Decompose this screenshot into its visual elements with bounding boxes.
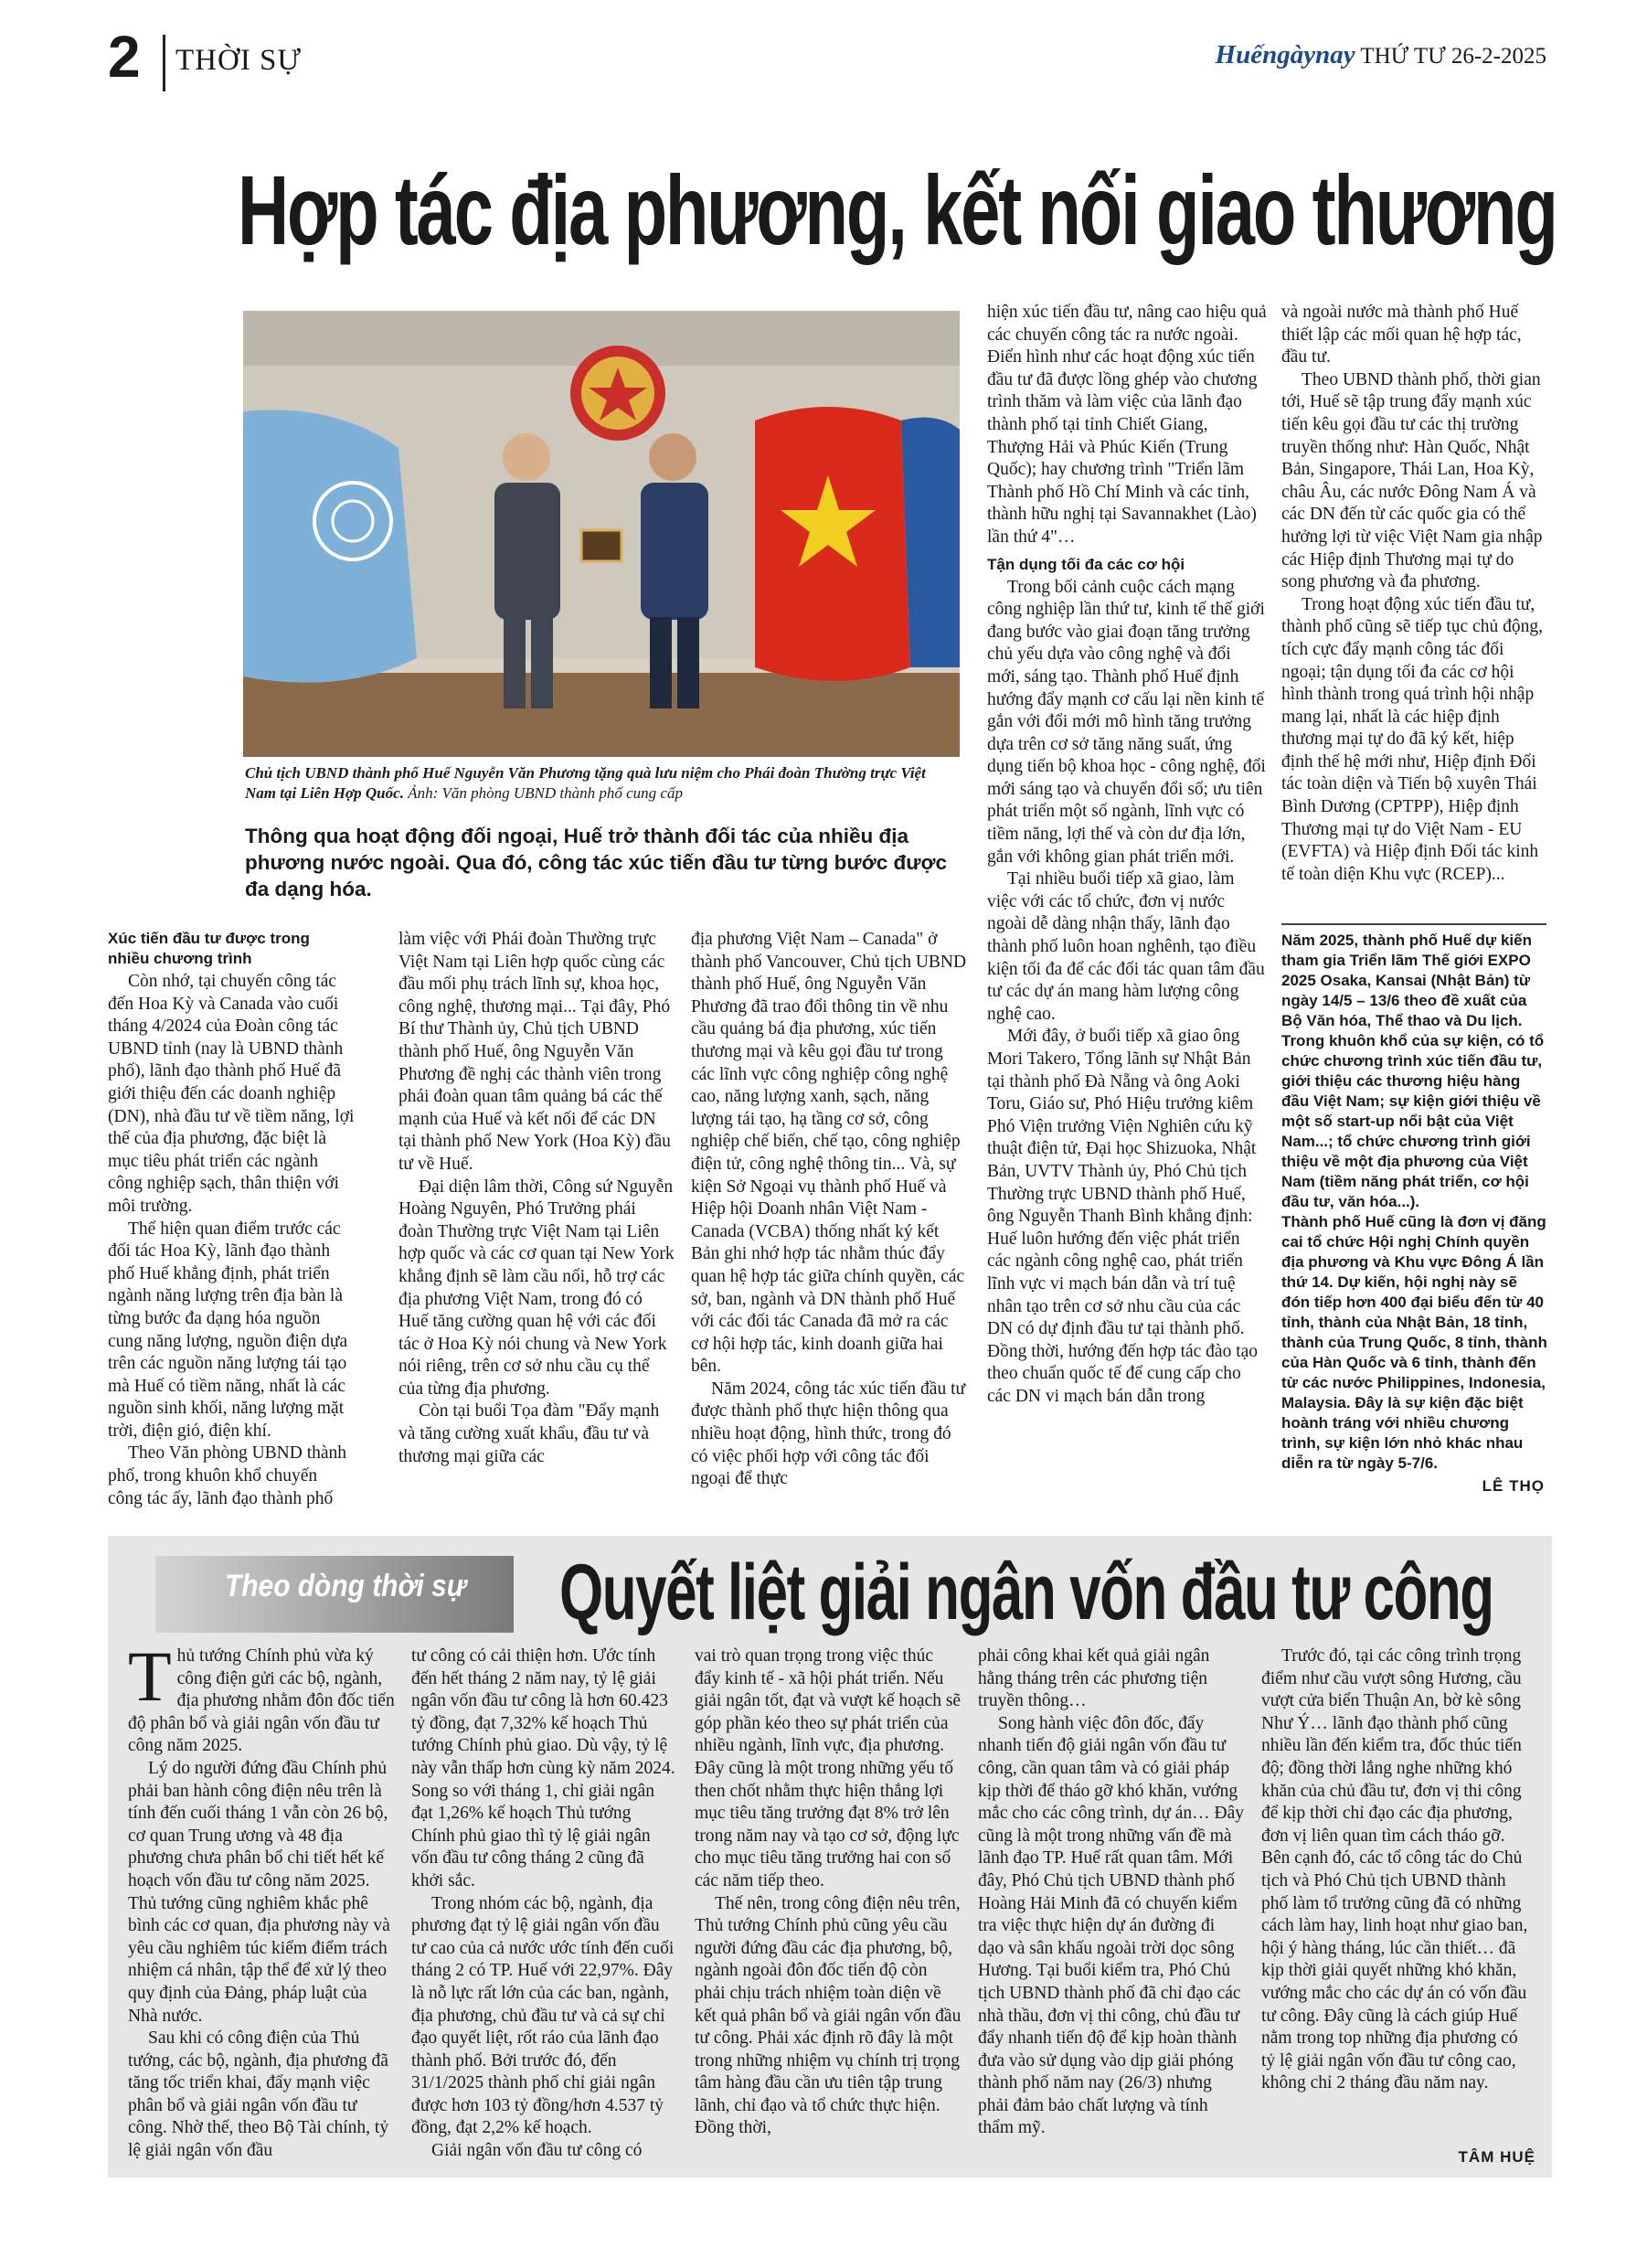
paragraph: phải công khai kết quả giải ngân hằng tháng trên các phương tiện truyền thông…	[978, 1646, 1210, 1711]
paragraph: Trước đó, tại các công trình trọng điểm như cầu vượt sông Hương, cầu vượt cửa biển Thuận An, bờ kè sông Như Ý… lãnh đạo thành phố cũng nhiều lần đến kiểm tra, đốc thúc tiến độ; đồng thời lắng nghe những khó khăn của chủ đầu tư, đơn vị thi công để kịp thời chỉ đạo các địa phương, đơn vị liên quan tìm cách tháo gỡ. Bên cạnh đó, các tổ công tác do Chủ tịch và Phó Chủ tịch UBND thành phố làm tổ trưởng cũng đã có những cách làm hay, linh hoạt như giao ban, hội ý hàng tháng, lúc cần thiết… đã kịp thời giải quyết những khó khăn, vướng mắc cho các dự án có vốn đầu tư công. Đây cũng là cách giúp Huế nằm trong top những địa phương có tỷ lệ giải ngân vốn đầu tư công cao, không chỉ 2 tháng đầu năm nay.	[1261, 1646, 1528, 2093]
paragraph: Trong nhóm các bộ, ngành, địa phương đạt tỷ lệ giải ngân vốn đầu tư cao của cả nước ước tính đến cuối tháng 2 có TP. Huế với 22,97%. Đây là nỗ lực rất lớn của các ban, ngành, địa phương, chủ đầu tư và cả sự chỉ đạo quyết liệt, rốt ráo của lãnh đạo thành phố. Bởi trước đó, đến 31/1/2025 thành phố chỉ giải ngân được hơn 103 tỷ đồng/hơn 4.537 tỷ đồng, đạt 2,2% kế hoạch.	[411, 1893, 675, 2138]
article-lead: Thông qua hoạt động đối ngoại, Huế trở thành đối tác của nhiều địa phương nước ngoài. Qua đó, công tác xúc tiến đầu tư từng bước được đa dạng hóa.	[245, 825, 948, 900]
paragraph: Mới đây, ở buổi tiếp xã giao ông Mori Takero, Tổng lãnh sự Nhật Bản tại thành phố Đà Nẵng và ông Aoki Toru, Giáo sư, Phó Hiệu trưởng kiêm Phó Viện trưởng Viện Nghiên cứu kỹ thuật điện tử, Đại học Shizuoka, Nhật Bản, UVTV Thành ủy, Phó Chủ tịch Thường trực UBND thành phố Huế, ông Nguyễn Thanh Bình khẳng định: Huế luôn hướng đến việc phát triển các ngành công nghệ cao, phát triển lĩnh vực vi mạch bán dẫn và trí tuệ nhân tạo trên cơ sở nhu cầu của các DN có dự định đầu tư tại thành phố. Đồng thời, hướng đến hợp tác đào tạo theo chuẩn quốc tế để cung cấp cho các DN vi mạch bán dẫn trong	[987, 1027, 1259, 1406]
caption-text: Chủ tịch UBND thành phố Huế Nguyễn Văn Phương tặng quà lưu niệm cho Phái đoàn Thường trực Việt Nam tại Liên Hợp Quốc.	[245, 764, 926, 802]
article1-column-4	[987, 302, 1267, 1409]
paragraph: Còn nhớ, tại chuyến công tác đến Hoa Kỳ và Canada vào cuối tháng 4/2024 của Đoàn công tác UBND tỉnh (nay là UBND thành phố), lãnh đạo thành phố Huế đã giới thiệu đến các doanh nghiệp (DN), nhà đầu tư về tiềm năng, lợi thế của địa phương, đặc biệt là mục tiêu phát triển các ngành công nghiệp sạch, thân thiện với môi trường.	[108, 972, 355, 1216]
paragraph: Tại nhiều buổi tiếp xã giao, làm việc với các tổ chức, đơn vị nước ngoài dễ dàng nhận thấy, lãnh đạo thành phố luôn hoan nghênh, tạo điều kiện tối đa để các đối tác quan tâm đầu tư các dự án mang hàm lượng công nghệ cao.	[987, 869, 1265, 1024]
paragraph: hủ tướng Chính phủ vừa ký công điện gửi các bộ, ngành, địa phương nhằm đôn đốc tiến độ phân bổ và giải ngân vốn đầu tư công năm 2025.	[128, 1646, 395, 1756]
photo-illustration	[243, 311, 960, 757]
paragraph: Sau khi có công điện của Thủ tướng, các bộ, ngành, địa phương đã tăng tốc triển khai, đẩy mạnh việc phân bổ và giải ngân vốn đầu tư công. Nhờ thế, theo Bộ Tài chính, tỷ lệ giải ngân vốn đầu	[128, 2028, 389, 2161]
paragraph: Lý do người đứng đầu Chính phủ phải ban hành công điện nêu trên là tính đến cuối tháng 1 vẫn còn 26 bộ, cơ quan Trung ương và 48 địa phương chưa phân bổ chi tiết hết kế hoạch vốn đầu tư công năm 2025. Thủ tướng cũng nghiêm khắc phê bình các cơ quan, địa phương này và yêu cầu nghiêm túc kiểm điểm trách nhiệm cá nhân, tập thể để xử lý theo quy định của Đảng, pháp luật của Nhà nước.	[128, 1758, 390, 2026]
article1-column-1	[108, 929, 355, 1510]
issue-date: THỨ TƯ 26-2-2025	[1360, 44, 1546, 69]
article2-column-4	[978, 1645, 1245, 2140]
author-signature: LÊ THỌ	[1482, 1477, 1545, 1495]
paragraph: Thể hiện quan điểm trước các đối tác Hoa Kỳ, lãnh đạo thành phố Huế khẳng định, phát triển ngành năng lượng trên địa bàn là từng bước đa dạng hóa nguồn cung năng lượng, nguồn điện dựa trên các nguồn năng lượng tái tạo mà Huế có tiềm năng, nhất là các nguồn sinh khối, năng lượng mặt trời, điện gió, điện khí.	[108, 1219, 348, 1441]
paragraph: Theo Văn phòng UBND thành phố, trong khuôn khổ chuyến công tác ấy, lãnh đạo thành phố	[108, 1443, 347, 1508]
box-paragraph: Năm 2025, thành phố Huế dự kiến tham gia Triển lãm Thế giới EXPO 2025 Osaka, Kansai (Nhật Bản) từ ngày 14/5 – 13/6 theo đề xuất của Bộ Văn hóa, Thể thao và Du lịch. Trong khuôn khổ của sự kiện, có tổ chức chương trình xúc tiến đầu tư, giới thiệu các thương hiệu hàng đầu Việt Nam; sự kiện giới thiệu về một số start-up nổi bật của Việt Nam...; tổ chức chương trình giới thiệu về một địa phương của Việt Nam (tiềm năng phát triển, cơ hội đầu tư, văn hóa...).	[1281, 932, 1545, 1210]
caption-credit: Ảnh: Văn phòng UBND thành phố cung cấp	[408, 784, 683, 802]
article2-column-1	[128, 1636, 395, 2163]
page-number: 2	[108, 24, 141, 90]
column-tag: Theo dòng thời sự	[225, 1569, 467, 1603]
article1-column-3	[691, 929, 969, 1491]
paragraph: Năm 2024, công tác xúc tiến đầu tư được thành phố thực hiện thông qua nhiều hoạt động, hình thức, trong đó có việc phối hợp với công tác đối ngoại để thực	[691, 1379, 966, 1489]
section-title: THỜI SỰ	[175, 44, 303, 77]
drop-cap: T	[128, 1636, 172, 1716]
article-photo	[243, 311, 960, 757]
box-paragraph: Thành phố Huế cũng là đơn vị đăng cai tổ chức Hội nghị Chính quyền địa phương và Khu vực Đông Á lần thứ 14. Dự kiến, hội nghị này sẽ đón tiếp hơn 400 đại biểu đến từ 40 tỉnh, thành của Nhật Bản, 18 tỉnh, thành của Trung Quốc, 8 tỉnh, thành của Hàn Quốc và 6 tỉnh, thành đến từ các nước Philippines, Indonesia, Malaysia. Đây là sự kiện đặc biệt hoành tráng với nhiều chương trình, sự kiện lớn nhỏ khác nhau diễn ra từ ngày 5-7/6.	[1281, 1213, 1547, 1472]
subheading: Tận dụng tối đa các cơ hội	[987, 555, 1185, 573]
paragraph: và ngoài nước mà thành phố Huế thiết lập các mối quan hệ hợp tác, đầu tư.	[1281, 303, 1522, 367]
paragraph: Còn tại buổi Tọa đàm "Đẩy mạnh và tăng cường xuất khẩu, đầu tư và thương mại giữa các	[398, 1401, 660, 1466]
box-divider	[1281, 923, 1546, 925]
paragraph: Song hành việc đôn đốc, đẩy nhanh tiến độ giải ngân vốn đầu tư công, cần quan tâm và có giải pháp kịp thời để tháo gỡ khó khăn, vướng mắc cho các công trình, dự án… Đây cũng là một trong những vấn đề mà lãnh đạo TP. Huế rất quan tâm. Mới đây, Phó Chủ tịch UBND thành phố Hoàng Hải Minh đã có chuyến kiểm tra việc thực hiện dự án đường đi dạo và sân khấu ngoài trời dọc sông Hương. Tại buổi kiểm tra, Phó Chủ tịch UBND thành phố đã chỉ đạo các nhà thầu, đơn vị thi công, chủ đầu tư đẩy nhanh tiến độ để kịp hoàn thành đưa vào sử dụng vào dịp giải phóng thành phố năm nay (26/3) nhưng phải đảm bảo chất lượng và tính thẩm mỹ.	[978, 1713, 1245, 2138]
paragraph: Đại diện lâm thời, Công sứ Nguyễn Hoàng Nguyên, Phó Trưởng phái đoàn Thường trực Việt Nam tại Liên hợp quốc và các cơ quan tại New York khẳng định sẽ làm cầu nối, hỗ trợ các địa phương Việt Nam, trong đó có Huế tăng cường quan hệ với các đối tác ở Hoa Kỳ nói chung và New York nói riêng, trên cơ sở nhu cầu cụ thể của từng địa phương.	[398, 1177, 675, 1399]
article2-column-2	[411, 1645, 678, 2163]
header-divider	[163, 35, 165, 91]
paragraph: Theo UBND thành phố, thời gian tới, Huế sẽ tập trung đẩy mạnh xúc tiến kêu gọi đầu tư các thị trường truyền thống như: Hàn Quốc, Nhật Bản, Singapore, Thái Lan, Hoa Kỳ, châu Âu, các nước Đông Nam Á và các DN đến từ các quốc gia có thể hưởng lợi từ việc Việt Nam gia nhập các Hiệp định Thương mại tự do song phương và đa phương.	[1281, 369, 1543, 592]
masthead	[1216, 40, 1546, 70]
info-box	[1281, 931, 1548, 1474]
paragraph: tư công có cải thiện hơn. Ước tính đến hết tháng 2 năm nay, tỷ lệ giải ngân vốn đầu tư công là hơn 60.423 tỷ đồng, đạt 7,32% kế hoạch Thủ tướng Chính phủ giao. Dù vậy, tỷ lệ này vẫn thấp hơn cùng kỳ năm 2024. Song so với tháng 1, chỉ giải ngân đạt 1,26% kế hoạch Thủ tướng Chính phủ giao thì tỷ lệ giải ngân vốn đầu tư công tháng 2 cũng đã khởi sắc.	[411, 1646, 675, 1890]
article1-column-2	[398, 929, 675, 1468]
article-headline: Hợp tác địa phương, kết nối giao thương	[238, 154, 1557, 265]
paragraph: hiện xúc tiến đầu tư, nâng cao hiệu quả các chuyến công tác ra nước ngoài. Điển hình như các hoạt động xúc tiến đầu tư đã được lồng ghép vào chương trình thăm và làm việc của lãnh đạo thành phố tại tỉnh Chiết Giang, Thượng Hải và Phúc Kiến (Trung Quốc); hay chương trình "Triển lãm Thành phố Hồ Chí Minh và các tỉnh, thành hữu nghị tại Savannakhet (Lào) lần thứ 4"…	[987, 303, 1267, 547]
paragraph: Trong hoạt động xúc tiến đầu tư, thành phố cũng sẽ tiếp tục chủ động, tích cực đẩy mạnh công tác đối ngoại; tận dụng tối đa các cơ hội hình thành trong quá trình hội nhập mang lại, nhất là các hiệp định thương mại tự do đã ký kết, hiệp định thế hệ mới như, Hiệp định Đối tác toàn diện và Tiến bộ xuyên Thái Bình Dương (CPTPP), Hiệp định Thương mại tự do Việt Nam - EU (EVFTA) và Hiệp định Đối tác kinh tế toàn diện Khu vực (RCEP)...	[1281, 594, 1543, 884]
paragraph: địa phương Việt Nam – Canada" ở thành phố Vancouver, Chủ tịch UBND thành phố Huế, ông Nguyễn Văn Phương đã trao đổi thông tin về nhu cầu quảng bá địa phương, xúc tiến thương mại và kêu gọi đầu tư trong các lĩnh vực công nghiệp công nghệ cao, năng lượng xanh, sạch, năng lượng tái tạo, hạ tầng cơ sở, công nghiệp chế biến, chế tạo, công nghiệp điện tử, công nghệ thông tin... Và, sự kiện Sở Ngoại vụ thành phố Huế và Hiệp hội Doanh nhân Việt Nam - Canada (VCBA) thống nhất ký kết Bản ghi nhớ hợp tác nhằm thúc đẩy quan hệ hợp tác giữa chính quyền, các sở, ban, ngành và DN thành phố Huế với các đối tác Canada đã mở ra các cơ hội hợp tác, kinh doanh giữa hai bên.	[691, 930, 967, 1377]
article2-headline: Quyết liệt giải ngân vốn đầu tư công	[559, 1549, 1493, 1636]
paragraph: Trong bối cảnh cuộc cách mạng công nghiệp lần thứ tư, kinh tế thế giới đang bước vào giai đoạn tăng trưởng chủ yếu dựa vào công nghệ và đổi mới, sáng tạo. Thành phố Huế định hướng đẩy mạnh cơ cấu lại nền kinh tế gắn với đổi mới mô hình tăng trưởng dựa trên cơ sở tăng năng suất, ứng dụng tiến bộ khoa học - công nghệ, đổi mới sáng tạo và chuyển đổi số; ưu tiên phát triển một số ngành, lĩnh vực có tiềm năng, lợi thế và còn dư địa lớn, gắn với không gian phát triển mới.	[987, 577, 1266, 867]
article1-column-5	[1281, 302, 1546, 886]
paragraph: Thế nên, trong công điện nêu trên, Thủ tướng Chính phủ cũng yêu cầu người đứng đầu các địa phương, bộ, ngành ngoài đôn đốc tiến độ còn phải chịu trách nhiệm toàn diện về kết quả phân bổ và giải ngân vốn đầu tư công. Phải xác định rõ đây là một trong những nhiệm vụ chính trị trọng tâm hàng đầu cần ưu tiên tập trung lãnh, chỉ đạo và tổ chức thực hiện. Đồng thời,	[695, 1893, 962, 2138]
subheading: Xúc tiến đầu tư được trong nhiều chương trình	[108, 930, 310, 967]
paragraph: Giải ngân vốn đầu tư công có	[431, 2141, 643, 2161]
paragraph: làm việc với Phái đoàn Thường trực Việt Nam tại Liên hợp quốc cùng các đầu mối phụ trách lĩnh sự, khoa học, công nghệ, thương mại... Tại đây, Phó Bí thư Thành ủy, Chủ tịch UBND thành phố Huế, ông Nguyễn Văn Phương đề nghị các thành viên trong phái đoàn quan tâm quảng bá các thế mạnh của Huế và kết nối để các DN tại thành phố New York (Hoa Kỳ) đầu tư về Huế.	[398, 930, 671, 1174]
article2-column-5	[1261, 1645, 1535, 2095]
paragraph: vai trò quan trọng trong việc thúc đẩy kinh tế - xã hội phát triển. Nếu giải ngân tốt, đạt và vượt kế hoạch sẽ góp phần kéo theo sự phát triển của nhiều ngành, lĩnh vực, địa phương. Đây cũng là một trong những yếu tố then chốt nhằm thực hiện thắng lợi mục tiêu tăng trưởng đạt 8% trở lên trong năm nay và tạo cơ sở, động lực cho mục tiêu tăng trưởng hai con số các năm tiếp theo.	[695, 1646, 962, 1890]
article2-column-3	[695, 1645, 962, 2140]
author-signature: TÂM HUỆ	[1458, 2148, 1535, 2166]
newspaper-logo: Huếngàynay	[1215, 40, 1355, 69]
photo-caption	[245, 763, 958, 804]
